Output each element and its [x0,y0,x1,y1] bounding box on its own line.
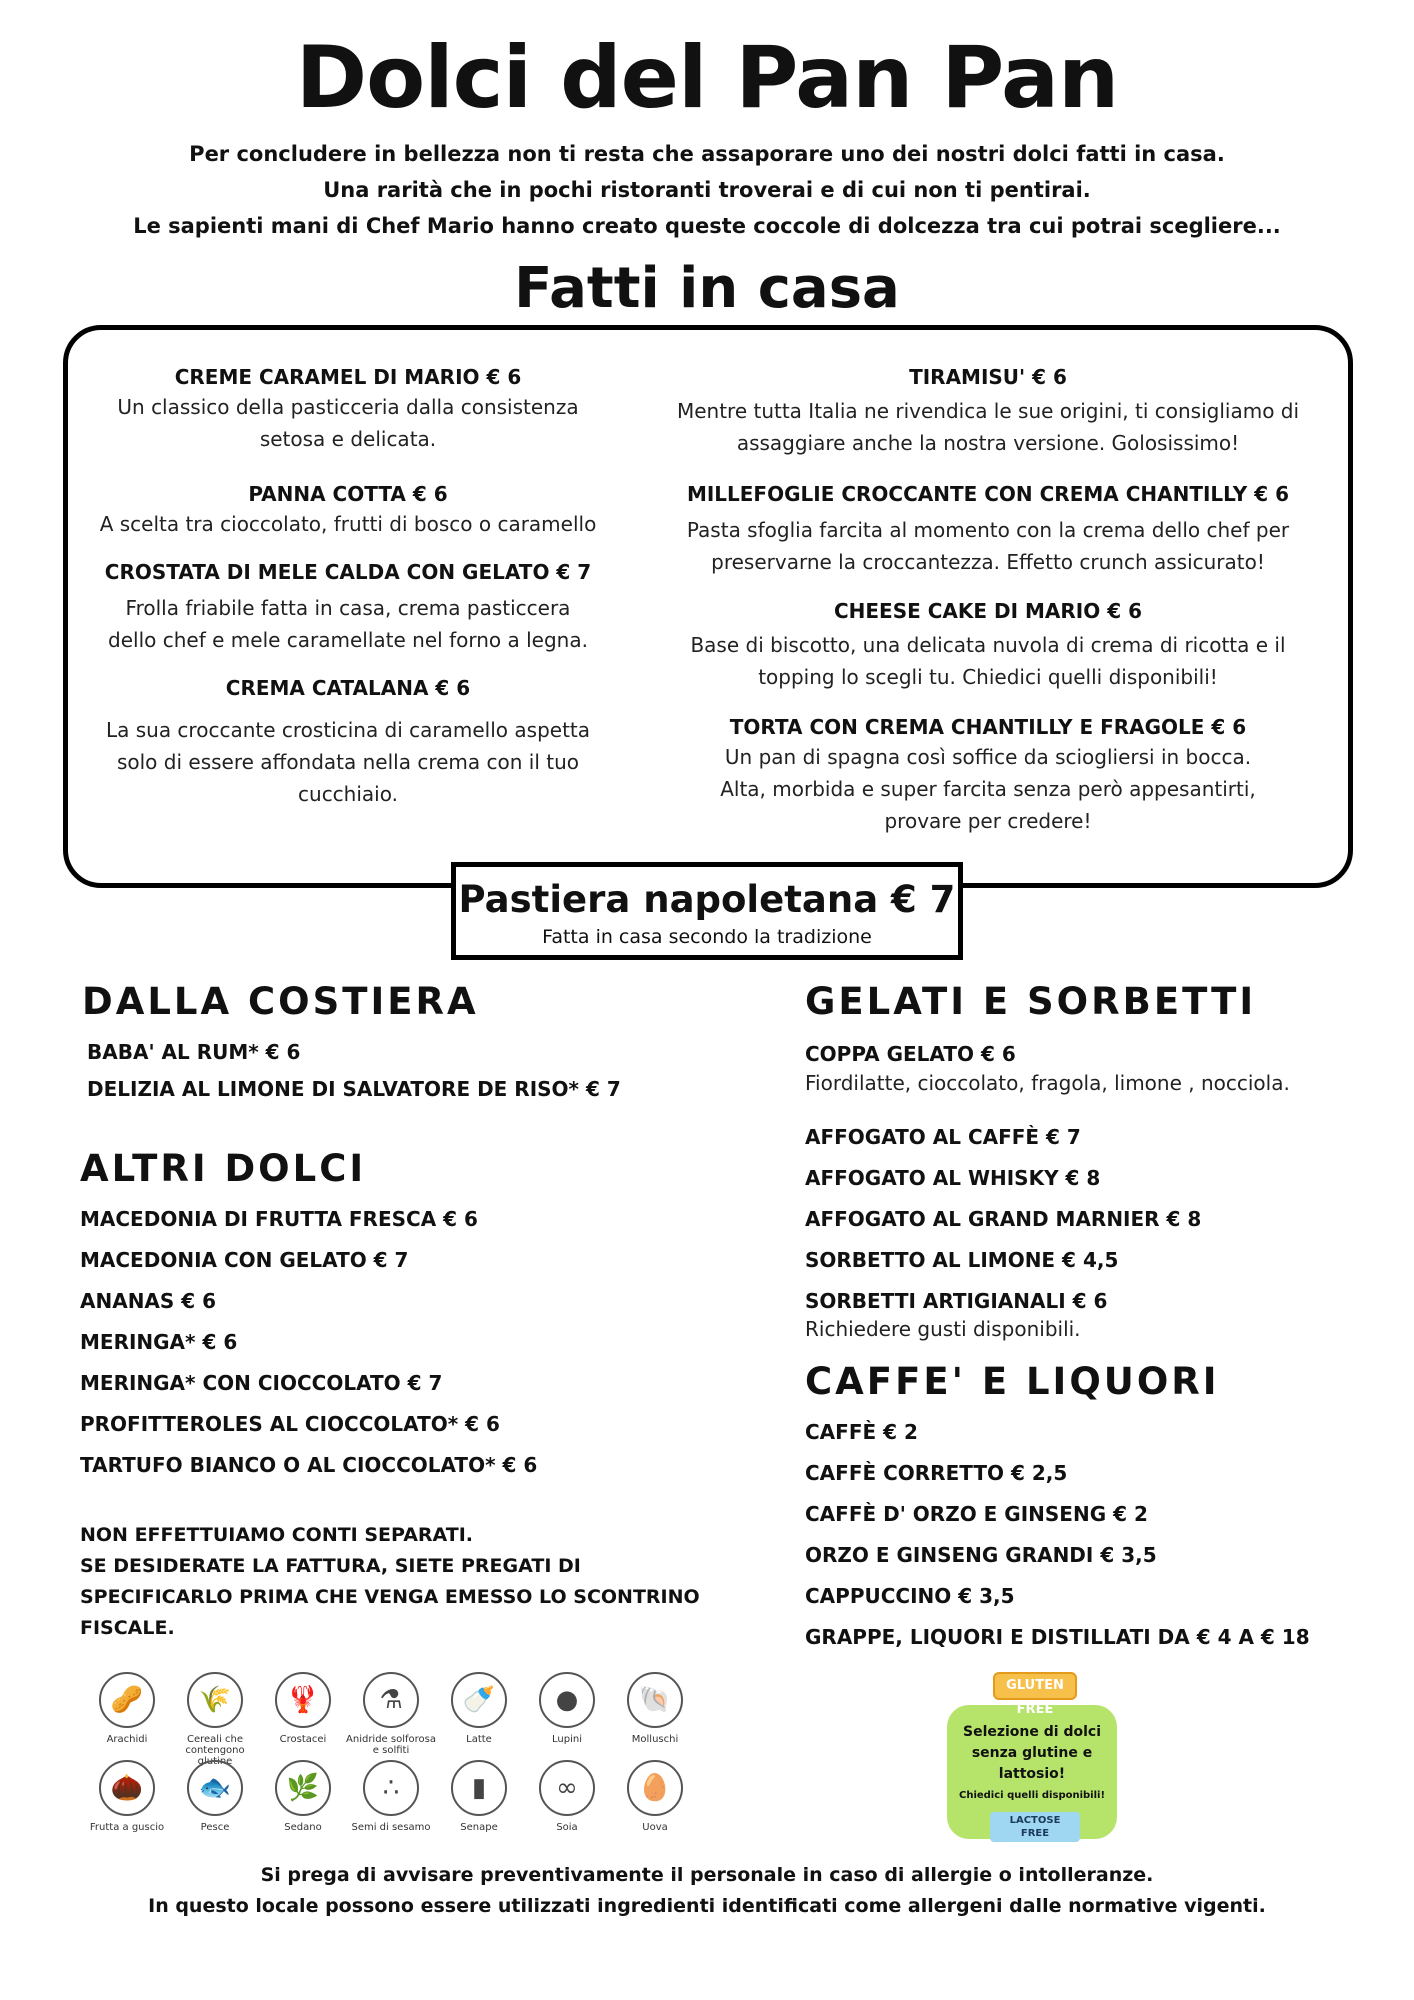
shell-icon: 🐚 [627,1672,683,1728]
allergen-label: Molluschi [631,1734,679,1745]
dish-name: CHEESE CAKE DI MARIO € 6 [833,599,1143,623]
menu-item: CAFFÈ € 2 [805,1420,918,1444]
gluten-free-tag: GLUTEN FREE [993,1672,1077,1700]
dish-crostata [68,558,628,656]
dish-name: CREME CARAMEL DI MARIO € 6 [174,365,522,389]
dish-name: TIRAMISU' € 6 [909,365,1067,389]
dish-tiramisu [658,363,1318,459]
section-subtitle: Fatti in casa [514,256,900,321]
allergen-peanut [82,1672,172,1745]
dish-name: CREMA CATALANA € 6 [225,676,471,700]
dish-panna-cotta [68,480,628,540]
notice-line: SE DESIDERATE LA FATTURA, SIETE PREGATI DI [80,1555,581,1577]
dish-desc: Frolla friabile fatta in casa, crema pasticcera [125,596,571,620]
menu-item: BABA' AL RUM* € 6 [87,1040,301,1064]
allergen-label: Pesce [200,1822,230,1833]
gluten-free-line: senza glutine e [971,1745,1093,1761]
menu-item: MERINGA* € 6 [80,1330,238,1354]
notice-line: NON EFFETTUIAMO CONTI SEPARATI. [80,1524,474,1546]
menu-item: ORZO E GINSENG GRANDI € 3,5 [805,1543,1157,1567]
gluten-free-line: Selezione di dolci [962,1724,1101,1740]
menu-item-desc: Fiordilatte, cioccolato, fragola, limone , nocciola. [805,1071,1290,1095]
footer-line: Si prega di avvisare preventivamente il personale in caso di allergie o intolleranze. [260,1864,1154,1886]
dish-desc: preservarne la croccantezza. Effetto crunch assicurato! [711,550,1265,574]
menu-item: AFFOGATO AL GRAND MARNIER € 8 [805,1207,1202,1231]
footer-line: In questo locale possono essere utilizzati ingredienti identificati come allergeni dalle normative vigenti. [148,1895,1266,1917]
lupin-icon: ● [539,1672,595,1728]
dish-crema-catalana [68,674,628,810]
notice-line: FISCALE. [80,1617,175,1639]
menu-item: GRAPPE, LIQUORI E DISTILLATI DA € 4 A € 18 [805,1625,1310,1649]
allergen-soy [522,1760,612,1833]
menu-item: CAPPUCCINO € 3,5 [805,1584,1015,1608]
gelati-title: GELATI E SORBETTI [805,980,1257,1023]
menu-item: MACEDONIA DI FRUTTA FRESCA € 6 [80,1207,478,1231]
lactose-free-line: FREE [1020,1828,1050,1839]
dish-torta-chantilly [658,713,1318,837]
dish-desc: setosa e delicata. [259,427,437,451]
dish-desc: La sua croccante crosticina di caramello aspetta [105,718,591,742]
allergen-label: Cereali che contengono glutine [185,1734,245,1767]
menu-item: DELIZIA AL LIMONE DI SALVATORE DE RISO* € 7 [87,1077,621,1101]
dish-desc: Base di biscotto, una delicata nuvola di crema di ricotta e il [690,633,1286,657]
menu-item: SORBETTO AL LIMONE € 4,5 [805,1248,1119,1272]
menu-item: CAFFÈ D' ORZO E GINSENG € 2 [805,1502,1148,1526]
gluten-free-line: lattosio! [998,1766,1066,1782]
pastiera-name: Pastiera napoletana € 7 [458,878,956,921]
allergen-label: Senape [460,1822,498,1833]
allergen-eggs [610,1760,700,1833]
dish-desc: Alta, morbida e super farcita senza però appesantirti, [720,777,1256,801]
dish-desc: Un classico della pasticceria dalla consistenza [117,395,579,419]
allergen-sesame [346,1760,436,1833]
sesame-icon: ∴ [363,1760,419,1816]
wheat-icon: 🌾 [187,1672,243,1728]
dish-name: TORTA CON CREMA CHANTILLY E FRAGOLE € 6 [729,715,1247,739]
allergen-label: Semi di sesamo [351,1822,431,1833]
page-title: Dolci del Pan Pan [295,28,1119,128]
dish-name: CROSTATA DI MELE CALDA CON GELATO € 7 [104,560,592,584]
allergen-molluscs [610,1672,700,1745]
dish-desc: Un pan di spagna così soffice da sciogliersi in bocca. [724,745,1252,769]
menu-item: MERINGA* CON CIOCCOLATO € 7 [80,1371,443,1395]
dish-millefoglie [658,480,1318,578]
allergen-label: Arachidi [106,1734,148,1745]
allergen-label: Sedano [284,1822,322,1833]
menu-item: PROFITTEROLES AL CIOCCOLATO* € 6 [80,1412,500,1436]
menu-item: COPPA GELATO € 6 [805,1042,1016,1066]
mustard-bottle-icon: ▮ [451,1760,507,1816]
allergen-label: Latte [466,1734,492,1745]
lactose-free-line: LACTOSE [1009,1815,1061,1826]
menu-item: SORBETTI ARTIGIANALI € 6 [805,1289,1108,1313]
gluten-free-note: Chiedici quelli disponibili! [958,1790,1106,1801]
dish-desc: cucchiaio. [298,782,398,806]
allergen-fish [170,1760,260,1833]
soy-icon: ∞ [539,1760,595,1816]
costiera-title: DALLA COSTIERA [82,980,479,1023]
menu-item: TARTUFO BIANCO O AL CIOCCOLATO* € 6 [80,1453,538,1477]
menu-item: CAFFÈ CORRETTO € 2,5 [805,1461,1068,1485]
allergen-lupins [522,1672,612,1745]
menu-item: MACEDONIA CON GELATO € 7 [80,1248,409,1272]
intro-line: Le sapienti mani di Chef Mario hanno creato queste coccole di dolcezza tra cui potrai scegliere... [133,214,1281,238]
allergy-footer [0,1860,1414,1922]
dish-name: MILLEFOGLIE CROCCANTE CON CREMA CHANTILLY € 6 [686,482,1290,506]
allergen-legend [82,1672,702,1852]
egg-icon: 🥚 [627,1760,683,1816]
menu-item: AFFOGATO AL WHISKY € 8 [805,1166,1101,1190]
intro-line: Una rarità che in pochi ristoranti troverai e di cui non ti pentirai. [323,178,1091,202]
peanut-icon: 🥜 [99,1672,155,1728]
dish-desc: topping lo scegli tu. Chiedici quelli disponibili! [758,665,1218,689]
allergen-milk [434,1672,524,1745]
allergen-nuts [82,1760,172,1833]
walnut-icon: 🌰 [99,1760,155,1816]
dish-desc: assaggiare anche la nostra versione. Golosissimo! [736,431,1240,455]
allergen-label: Frutta a guscio [89,1822,165,1833]
lobster-icon: 🦞 [275,1672,331,1728]
homemade-box [63,325,1353,888]
pastiera-box [451,862,963,960]
allergen-label: Lupini [552,1734,582,1745]
dish-desc: Mentre tutta Italia ne rivendica le sue origini, ti consigliamo di [676,399,1300,423]
intro-text [0,136,1414,244]
menu-item: ANANAS € 6 [80,1289,217,1313]
notice-line: SPECIFICARLO PRIMA CHE VENGA EMESSO LO SCONTRINO [80,1586,700,1608]
gluten-free-text [947,1722,1117,1785]
lactose-free-tag [990,1812,1080,1842]
menu-item-desc: Richiedere gusti disponibili. [805,1317,1081,1341]
billing-notice [80,1520,720,1644]
allergen-label: Soia [556,1822,578,1833]
allergen-crustaceans [258,1672,348,1745]
dish-desc: dello chef e mele caramellate nel forno a legna. [108,628,588,652]
altri-title: ALTRI DOLCI [80,1147,367,1190]
allergen-mustard [434,1760,524,1833]
dish-name: PANNA COTTA € 6 [248,482,448,506]
dish-desc: provare per credere! [884,809,1092,833]
pastiera-desc: Fatta in casa secondo la tradizione [542,926,872,948]
fish-icon: 🐟 [187,1760,243,1816]
allergen-label: Anidride solforosa e solfiti [346,1734,436,1756]
dish-desc: Pasta sfoglia farcita al momento con la crema dello chef per [686,518,1290,542]
dish-creme-caramel [68,363,628,455]
intro-line: Per concludere in bellezza non ti resta che assaporare uno dei nostri dolci fatti in casa. [189,142,1225,166]
allergen-sulfites [346,1672,436,1756]
dish-desc: solo di essere affondata nella crema con il tuo [116,750,580,774]
allergen-gluten [170,1672,260,1767]
dish-cheese-cake [658,597,1318,693]
milk-bottle-icon: 🍼 [451,1672,507,1728]
flask-icon: ⚗ [363,1672,419,1728]
allergen-label: Uova [642,1822,668,1833]
menu-item: AFFOGATO AL CAFFÈ € 7 [805,1125,1081,1149]
celery-icon: 🌿 [275,1760,331,1816]
dish-desc: A scelta tra cioccolato, frutti di bosco o caramello [99,512,597,536]
allergen-celery [258,1760,348,1833]
caffe-title: CAFFE' E LIQUORI [805,1360,1220,1403]
allergen-label: Crostacei [279,1734,327,1745]
